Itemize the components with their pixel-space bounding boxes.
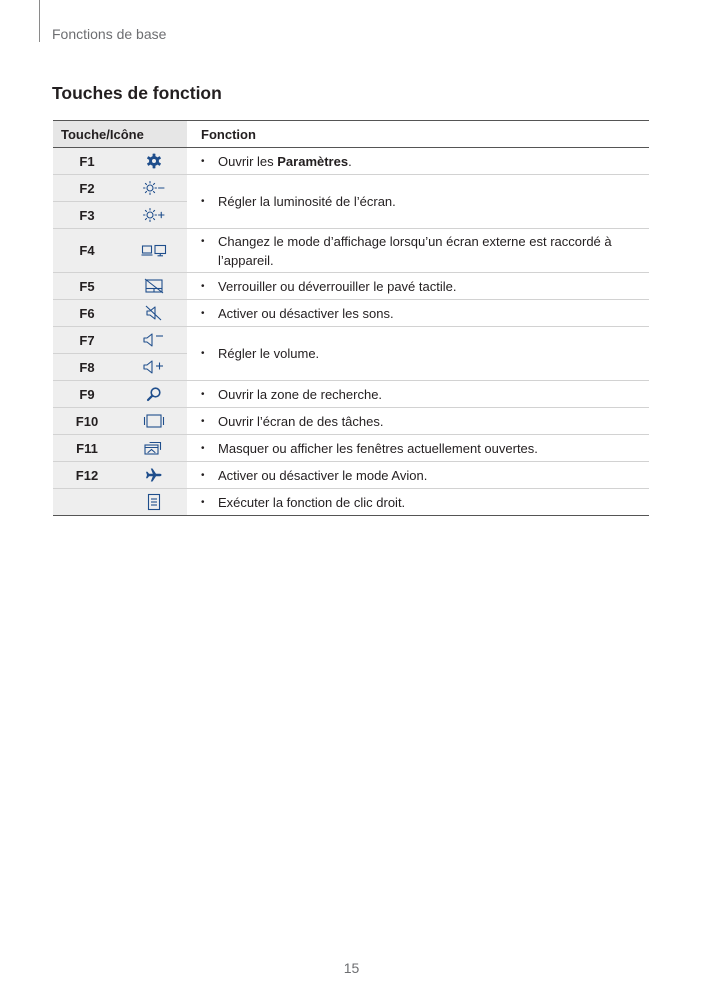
function-text-f6: Activer ou désactiver les sons. (218, 305, 394, 321)
key-label-empty (53, 489, 121, 516)
function-bullet: • Régler la luminosité de l’écran. (201, 192, 623, 211)
table-row-f9 (53, 381, 649, 408)
function-bullet: • Régler le volume. (201, 344, 623, 363)
column-header-function: Fonction (187, 121, 649, 148)
show-desktop-icon (121, 440, 187, 456)
key-label-f2: F2 (53, 175, 121, 202)
function-keys-table (53, 120, 649, 516)
function-bullet: • Activer ou désactiver le mode Avion. (201, 466, 623, 485)
key-label-f1: F1 (53, 148, 121, 175)
table-row-f12 (53, 462, 649, 489)
table-row-f11 (53, 435, 649, 462)
volume-up-icon (121, 359, 187, 375)
function-text-f5: Verrouiller ou déverrouiller le pavé tactile. (218, 278, 457, 294)
key-label-f9: F9 (53, 381, 121, 408)
key-label-f11: F11 (53, 435, 121, 462)
function-bullet: • Masquer ou afficher les fenêtres actuellement ouvertes. (201, 439, 623, 458)
key-label-f8: F8 (53, 354, 121, 381)
section-title: Touches de fonction (52, 83, 222, 103)
key-label-f5: F5 (53, 273, 121, 300)
table-row-f2 (53, 175, 649, 202)
table-row-f6 (53, 300, 649, 327)
table-row-f4 (53, 229, 649, 273)
table-row-f7 (53, 327, 649, 354)
function-text-context-menu: Exécuter la fonction de clic droit. (218, 494, 406, 510)
function-text-f11: Masquer ou afficher les fenêtres actuellement ouvertes. (218, 440, 538, 456)
function-bullet: • Changez le mode d’affichage lorsqu’un écran externe est raccordé à l’appareil. (201, 232, 623, 270)
volume-down-icon (121, 332, 187, 348)
chapter-rule (39, 0, 40, 42)
key-label-f7: F7 (53, 327, 121, 354)
key-label-f10: F10 (53, 408, 121, 435)
key-label-f3: F3 (53, 202, 121, 229)
table-row-context-menu (53, 489, 649, 516)
function-text-f10: Ouvrir l’écran de des tâches. (218, 413, 384, 429)
key-label-f12: F12 (53, 462, 121, 489)
function-text-f1-bold: Paramètres (277, 153, 349, 169)
function-text-f7-f8: Régler le volume. (218, 346, 320, 361)
function-bullet: • Activer ou désactiver les sons. (201, 304, 623, 323)
function-bullet: • Verrouiller ou déverrouiller le pavé tactile. (201, 277, 623, 296)
display-switch-icon (121, 243, 187, 259)
context-menu-icon (121, 493, 187, 511)
brightness-down-icon (121, 180, 187, 196)
key-label-f4: F4 (53, 229, 121, 273)
brightness-up-icon (121, 207, 187, 223)
task-view-icon (121, 413, 187, 429)
function-text-f1-post: . (348, 153, 352, 169)
column-header-key-icon: Touche/Icône (53, 121, 187, 148)
settings-gear-icon (121, 153, 187, 169)
search-icon (121, 386, 187, 402)
function-bullet: • Exécuter la fonction de clic droit. (201, 493, 623, 512)
function-text-f12: Activer ou désactiver le mode Avion. (218, 467, 428, 483)
airplane-mode-icon (121, 467, 187, 483)
function-text-f4: Changez le mode d’affichage lorsqu’un écran externe est raccordé à l’appareil. (218, 233, 612, 268)
table-row-f1 (53, 148, 649, 175)
key-label-f6: F6 (53, 300, 121, 327)
touchpad-lock-icon (121, 278, 187, 294)
mute-icon (121, 305, 187, 321)
table-header-row (53, 121, 649, 148)
function-text-f9: Ouvrir la zone de recherche. (218, 386, 383, 402)
table-row-f5 (53, 273, 649, 300)
function-bullet: • Ouvrir les Paramètres. (201, 153, 352, 169)
function-bullet: • Ouvrir la zone de recherche. (201, 385, 623, 404)
table-row-f10 (53, 408, 649, 435)
function-text-f1-pre: Ouvrir les (218, 153, 278, 169)
chapter-header: Fonctions de base (52, 26, 167, 42)
page-number: 15 (343, 960, 360, 976)
function-text-f2-f3: Régler la luminosité de l’écran. (218, 194, 396, 209)
function-bullet: • Ouvrir l’écran de des tâches. (201, 412, 623, 431)
